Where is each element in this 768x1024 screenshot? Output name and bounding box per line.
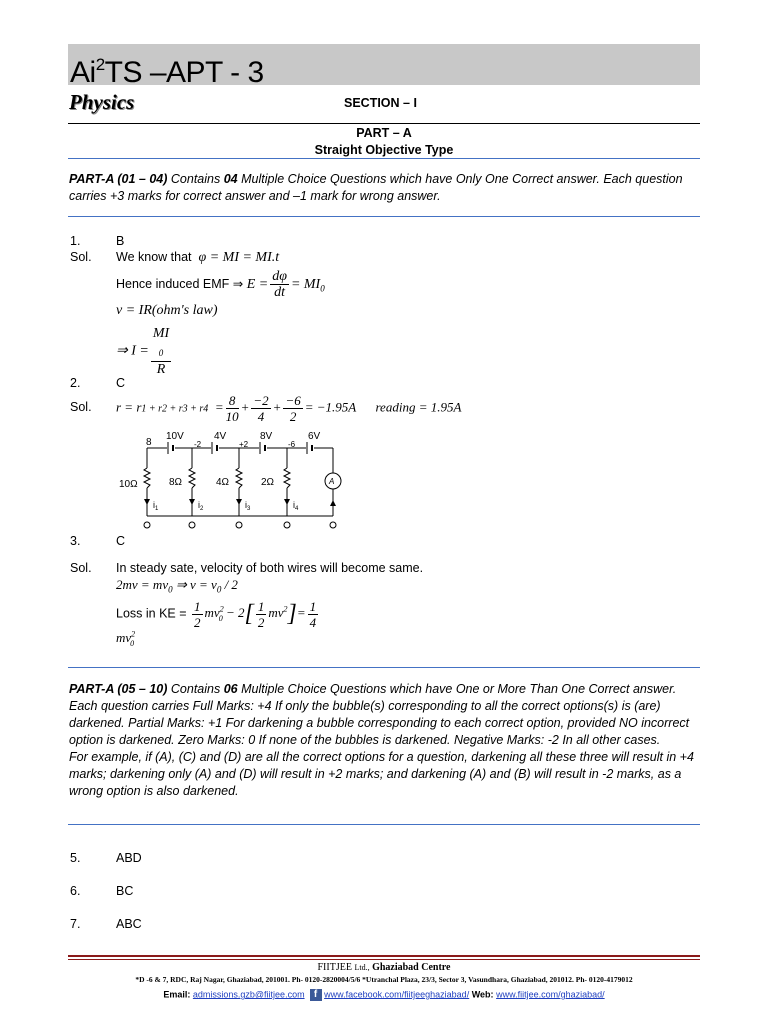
divider — [68, 667, 700, 668]
part-subheading: Straight Objective Type — [314, 143, 454, 157]
solution-label: Sol. — [70, 250, 92, 264]
page-title: Ai$^2$TS –APT - 3 — [70, 55, 264, 89]
circuit-label: 4V — [214, 431, 227, 442]
terminal — [189, 522, 195, 528]
current-label: $i_2$ — [198, 500, 204, 512]
equation: r = r1 + r2 + r3 + r4 = $\frac{8}{10}$ + $\frac{-2}{4}$ + $\frac{-6}{2}$ = −1.95A reading = 1.95A — [116, 393, 462, 424]
circuit-label: -2 — [194, 440, 202, 449]
circuit-label: 10V — [166, 431, 184, 442]
answer: BC — [116, 884, 134, 898]
section-heading: SECTION – I — [344, 96, 417, 110]
facebook-icon: f — [310, 989, 322, 1001]
web-link[interactable]: www.fiitjee.com/ghaziabad/ — [496, 989, 605, 1000]
answer: ABD — [116, 851, 142, 865]
circuit-label: 8V — [260, 431, 273, 442]
circuit-label: -6 — [288, 440, 296, 449]
resistor-4 — [284, 468, 290, 488]
terminal — [236, 522, 242, 528]
question-number: 5. — [70, 851, 81, 865]
footer-rule — [68, 955, 700, 957]
resistor-label: 8Ω — [169, 477, 183, 488]
question-number: 7. — [70, 917, 81, 931]
footer-contacts: Email: admissions.gzb@fiitjee.com f www.facebook.com/fiitjeeghaziabad/ Web: www.fiitjee.com/ghaziabad/ — [163, 989, 605, 1000]
ammeter-label: A — [329, 477, 335, 486]
resistor-3 — [236, 468, 242, 488]
resistor-2 — [189, 468, 195, 488]
answer: C — [116, 376, 126, 390]
email-link[interactable]: admissions.gzb@fiitjee.com — [192, 989, 305, 1000]
question-number: 3. — [70, 534, 81, 548]
current-label: $i_3$ — [245, 500, 251, 512]
solution-line: Hence induced EMF ⇒ E = $\frac{d\varphi}{dt}$ = $MI_0$ — [116, 269, 325, 300]
subject-heading: Physics — [69, 90, 135, 114]
solution-line: In steady sate, velocity of both wires will become same. — [116, 561, 424, 575]
resistor-label: 10Ω — [119, 479, 138, 490]
resistor-label: 2Ω — [261, 477, 275, 488]
resistor-label: 4Ω — [216, 477, 230, 488]
instructions-block-1: PART-A (01 – 04) Contains 04 Multiple Choice Questions which have Only One Correct answer. Each question carries +3 marks for correct answer and –1 mark for wrong answer. — [69, 172, 683, 203]
divider — [68, 158, 700, 159]
current-label: $i_1$ — [153, 500, 159, 512]
question-number: 2. — [70, 376, 81, 390]
circuit-diagram — [110, 428, 360, 530]
answer: ABC — [116, 917, 142, 931]
circuit-label: +2 — [239, 440, 249, 449]
answer: B — [116, 234, 125, 248]
question-number: 1. — [70, 234, 81, 248]
question-number: 6. — [70, 884, 81, 898]
solution-label: Sol. — [70, 561, 92, 575]
answer: C — [116, 534, 126, 548]
equation: ⇒ I = MI $_0$ R — [116, 326, 170, 377]
instructions-block-2: PART-A (05 – 10) Contains 06 Multiple Choice Questions which have One or More Than One Correct answer. Each question carries Full Marks: +4 If only the bubble(s) corresponding to all the correct options(s) is (are) darkened. Partial Marks: +1 For darkening a bubble corresponding to each correct option, provided NO incorrect option is darkened. Zero Marks: 0 If none of the bubbles is darkened. Negative Marks: -2 In all other cases. For example, if (A), (C) and (D) are all the correct options for a question, darkening all these three will result in +4 marks; darkening only (A) and (D) will result in +2 marks; and darkening (A) and (B) will result in -2 marks, as a wrong option is also darkened. — [69, 682, 694, 798]
facebook-link[interactable]: www.facebook.com/fiitjeeghaziabad/ — [324, 989, 470, 1000]
footer-org: FIITJEE Ltd., Ghaziabad Centre — [317, 962, 451, 973]
resistor-1 — [144, 468, 150, 488]
circuit-label: 6V — [308, 431, 321, 442]
equation: $2mv = mv_0$ ⇒ $v = v_0 / 2$ — [116, 577, 238, 595]
terminal — [284, 522, 290, 528]
terminal — [330, 522, 336, 528]
footer-address: *D -6 & 7, RDC, Raj Nagar, Ghaziabad, 201001. Ph- 0120-2820004/5/6 *Utranchal Plaza, 23/3, Sector 3, Vasundhara, Ghaziabad, 201012. Ph- 0120-4179012 — [135, 975, 633, 984]
terminal — [144, 522, 150, 528]
circuit-label: 8 — [146, 437, 152, 448]
divider — [68, 824, 700, 825]
divider — [68, 123, 700, 124]
divider — [68, 216, 700, 217]
solution-line: Loss in KE = $\frac{1}{2}$ $mv^2_0 - 2$[ $\frac{1}{2}$ $mv^2]=$ $\frac{1}{4}$ $mv^2_0$ — [116, 599, 317, 648]
solution-line: We know that φ = MI = MI.t — [116, 250, 280, 265]
equation: v = IR(ohm's law) — [116, 303, 218, 318]
footer-rule — [68, 959, 700, 960]
part-heading: PART – A — [356, 126, 412, 140]
current-label: $i_4$ — [293, 500, 299, 512]
solution-label: Sol. — [70, 400, 92, 414]
